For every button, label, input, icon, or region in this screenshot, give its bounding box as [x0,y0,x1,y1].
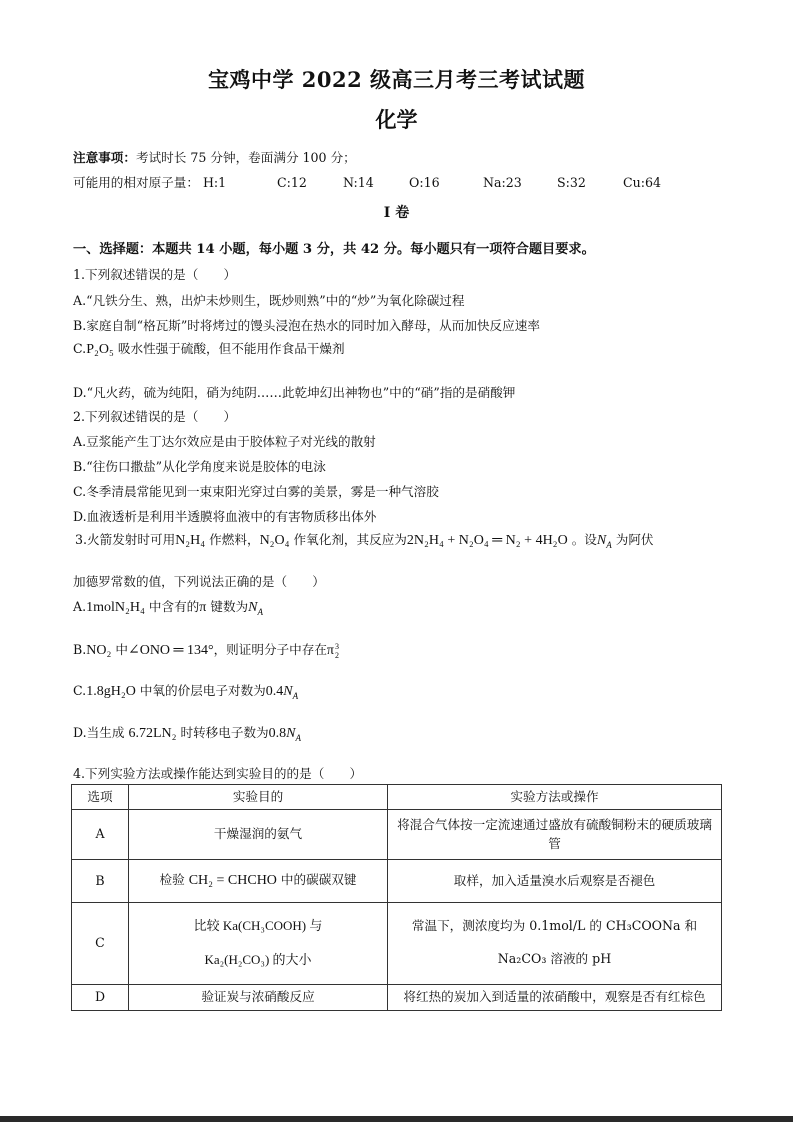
table-row [72,859,722,902]
option-text: 中含有的 [144,599,200,614]
q2-option-b: B.“往伤口撒盐”从化学角度来说是胶体的电泳 [73,459,326,474]
q3-stem [75,529,654,550]
pi-superscript: 3 [335,641,339,651]
option-text: 中氧的价层电子对数为 [135,683,266,698]
bond-angle: ∠ONO ═ 134° [127,643,214,658]
q4-stem: 4.下列实验方法或操作能达到实验目的的是（ ） [73,766,363,781]
q2-option-d: D.血液透析是利用半透膜将血液中的有害物质移出体外 [73,509,377,524]
avogadro-letter: N [248,600,258,615]
q3-option-d [73,722,301,743]
option-prefix: A. [73,599,87,614]
goal-cell [129,902,388,984]
q3-stem-text: 为阿伏 [611,532,654,547]
q3-stem-text: 作燃料， [205,532,260,547]
method-cell: 将红热的炭加入到适量的浓硝酸中，观察是否有红棕色 [388,984,722,1010]
avogadro-letter: N [286,726,296,741]
atomic-mass-item: H:1 [202,175,227,190]
avogadro-symbol [248,600,263,615]
atomic-mass-line [73,172,661,191]
q1-option-d: D.“凡火药，硫为纯阳，硝为纯阴……此乾坤幻出神物也”中的“硝”指的是硝酸钾 [73,385,516,400]
option-text: 时转移电子数为 [176,725,269,740]
goal-cell [129,859,388,902]
q1-option-c-text: 吸水性强于硫酸，但不能用作食品干燥剂 [113,341,345,356]
table-row [72,984,722,1010]
goal-text: 中的碳碳双键 [276,871,357,887]
method-cell [388,902,722,984]
option-text: 中 [111,642,128,657]
method-line: Na₂CO₃ 溶液的 pH [497,951,612,967]
delocalized-pi-bond [327,643,339,658]
notice-text: 考试时长 75 分钟，卷面满分 100 分； [135,150,356,165]
no2-formula: NO₂ [86,643,112,658]
q1-option-c-prefix: C. [73,341,87,356]
n2h4-formula: N₂H₄ [175,533,206,548]
page-bottom-bar [0,1116,793,1122]
avogadro-letter: N [283,684,293,699]
n2-volume: 6.72LN₂ [128,726,177,741]
option-prefix: D.当生成 [73,725,129,740]
n2o4-formula: N₂O₄ [259,533,290,548]
q1-option-a: A.“凡铁分生、熟，出炉未炒则生，既炒则熟”中的“炒”为氧化除碳过程 [73,293,465,308]
avogadro-subscript: A [292,690,299,701]
option-text: ，则证明分子中存在 [213,642,327,657]
goal-line: 比较 Ka(CH₃COOH) 与 [193,918,323,934]
q1-option-b: B.家庭自制“格瓦斯”时将烤过的馒头浸泡在热水的同时加入酵母，从而加快反应速率 [73,318,540,333]
avogadro-subscript: A [606,539,612,550]
atomic-mass-item: Na:23 [483,175,522,190]
table-header-cell: 选项 [72,785,129,810]
q3-stem-text: 。设 [567,532,597,547]
q2-option-c: C.冬季清晨常能见到一束束阳光穿过白雾的美景，雾是一种气溶胶 [73,484,439,499]
avogadro-symbol [283,684,298,699]
option-value: 0.4 [265,684,284,699]
pi-symbol: π [199,600,207,615]
subject-title: 化学 [375,107,418,132]
goal-cell: 干燥湿润的氨气 [129,809,388,859]
table-header-row [72,785,722,810]
experiment-table [71,784,722,1011]
method-cell: 将混合气体按一定流速通过盛放有硫酸铜粉末的硬质玻璃管 [388,809,722,859]
pi-symbol: π [326,643,334,658]
atomic-mass-item: S:32 [557,175,586,190]
q3-option-b [73,639,339,660]
q3-option-a [73,596,263,617]
q3-stem-text: 作氧化剂，其反应为 [289,532,407,547]
atomic-mass-item: N:14 [342,175,374,190]
pi-subscript: 2 [335,650,339,660]
option-prefix: C. [73,683,87,698]
notice-line [73,147,356,166]
q1-option-c [73,338,345,358]
acrolein-formula: CH₂ = CHCHO [188,872,277,888]
goal-cell: 验证炭与浓硝酸反应 [129,984,388,1010]
method-line: 常温下，测浓度均为 0.1mol/L 的 CH₃COONa 和 [411,918,698,934]
avogadro-symbol [286,726,301,741]
avogadro-symbol [597,533,612,548]
option-cell: C [72,902,129,984]
table-row [72,809,722,859]
q3-stem-text: 3.火箭发射时可用 [75,532,176,547]
reaction-equation: 2N₂H₄ + N₂O₄ ═ N₂ + 4H₂O [406,533,568,548]
option-cell: A [72,809,129,859]
option-prefix: B. [73,642,87,657]
option-cell: D [72,984,129,1010]
method-cell: 取样，加入适量溴水后观察是否褪色 [388,859,722,902]
table-header-cell: 实验方法或操作 [388,785,722,810]
atomic-mass-item: O:16 [409,175,440,190]
volume-label: I 卷 [383,205,410,221]
table-header-cell: 实验目的 [129,785,388,810]
table-row [72,902,722,984]
q3-stem-line2: 加德罗常数的值，下列说法正确的是（ ） [73,574,325,589]
option-cell: B [72,859,129,902]
q2-stem: 2.下列叙述错误的是（ ） [73,409,237,424]
section-heading: 一、选择题：本题共 14 小题，每小题 3 分，共 42 分。每小题只有一项符合题目要求。 [73,242,595,257]
page-title: 宝鸡中学 2022 级高三月考三考试试题 [207,67,586,92]
n2h4-amount: 1molN₂H₄ [86,600,145,615]
water-mass: 1.8gH₂O [86,684,136,699]
avogadro-subscript: A [257,606,263,617]
q2-option-a: A.豆浆能产生丁达尔效应是由于胶体粒子对光线的散射 [73,434,376,449]
avogadro-subscript: A [295,732,301,743]
notice-label: 注意事项： [73,150,136,165]
option-text: 键数为 [206,599,249,614]
option-value: 0.8 [268,726,287,741]
atomic-mass-label: 可能用的相对原子量： [73,175,199,190]
goal-line: Ka₂(H₂CO₃) 的大小 [204,952,312,968]
atomic-mass-item: C:12 [276,175,307,190]
goal-text: 检验 [159,871,189,887]
avogadro-letter: N [596,533,607,548]
q3-option-c [73,680,298,701]
atomic-mass-item: Cu:64 [623,175,662,190]
p2o5-formula: P₂O₅ [86,342,114,357]
q1-stem: 1.下列叙述错误的是（ ） [73,267,237,282]
